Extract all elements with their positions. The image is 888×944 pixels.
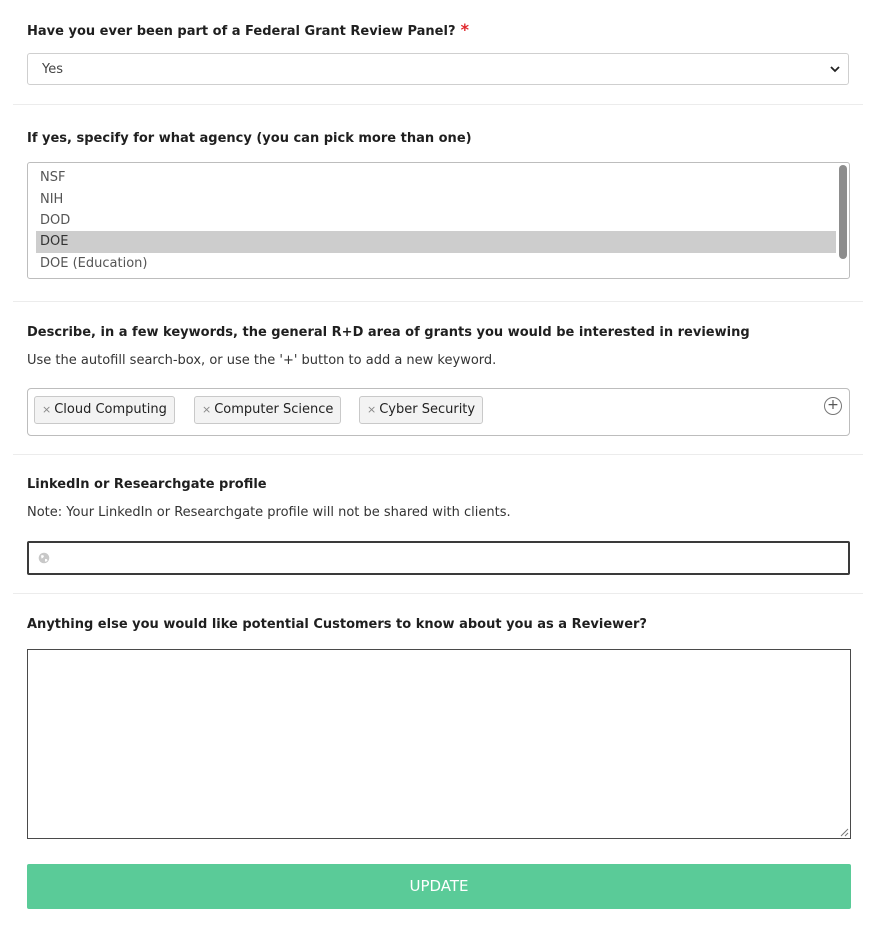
keywords-question	[27, 324, 851, 370]
chevron-down-icon	[830, 64, 840, 74]
plus-circle-icon[interactable]: +	[824, 397, 842, 415]
remove-tag-icon[interactable]: ×	[42, 403, 52, 416]
keyword-tag-label: Computer Science	[214, 402, 334, 417]
extra-question-label: Anything else you would like potential Customers to know about you as a Reviewer?	[27, 617, 647, 632]
agency-multiselect[interactable]	[27, 162, 850, 279]
keyword-tag[interactable]	[359, 396, 483, 424]
agency-option-dod[interactable]: DOD	[40, 213, 71, 228]
keywords-question-label: Describe, in a few keywords, the general R+D area of grants you would be interested in reviewing	[27, 325, 750, 340]
panel-question	[27, 20, 851, 41]
divider	[13, 301, 863, 302]
divider	[13, 454, 863, 455]
update-button[interactable]: UPDATE	[27, 864, 851, 909]
panel-select[interactable]	[27, 53, 849, 85]
keywords-hint: Use the autofill search-box, or use the '+' button to add a new keyword.	[27, 353, 497, 368]
panel-select-value: Yes	[42, 62, 63, 77]
divider	[13, 104, 863, 105]
listbox-scrollbar[interactable]	[839, 165, 847, 275]
globe-icon	[38, 552, 50, 564]
agency-option-nih[interactable]: NIH	[40, 192, 64, 207]
keyword-tag-label: Cyber Security	[379, 402, 476, 417]
agency-question	[27, 127, 851, 148]
panel-question-label: Have you ever been part of a Federal Grant Review Panel?	[27, 24, 456, 39]
agency-option-doe[interactable]: DOE	[36, 231, 836, 253]
keyword-tag[interactable]	[194, 396, 341, 424]
scrollbar-thumb[interactable]	[839, 165, 847, 259]
agency-question-label: If yes, specify for what agency (you can pick more than one)	[27, 131, 472, 146]
remove-tag-icon[interactable]: ×	[367, 403, 377, 416]
keyword-tag-label: Cloud Computing	[54, 402, 167, 417]
required-marker: *	[460, 20, 469, 39]
extra-question	[27, 616, 851, 634]
profile-question-label: LinkedIn or Researchgate profile	[27, 477, 267, 492]
remove-tag-icon[interactable]: ×	[202, 403, 212, 416]
profile-hint: Note: Your LinkedIn or Researchgate profile will not be shared with clients.	[27, 505, 511, 520]
agency-option-nsf[interactable]: NSF	[40, 170, 66, 185]
resize-handle-icon[interactable]	[839, 827, 849, 837]
profile-question	[27, 476, 851, 522]
divider	[13, 593, 863, 594]
profile-url-input[interactable]	[27, 541, 850, 575]
agency-option-doe-education[interactable]: DOE (Education)	[40, 256, 148, 271]
extra-info-textarea[interactable]	[27, 649, 851, 839]
keywords-tag-input[interactable]	[27, 388, 850, 436]
keyword-tag[interactable]	[34, 396, 175, 424]
